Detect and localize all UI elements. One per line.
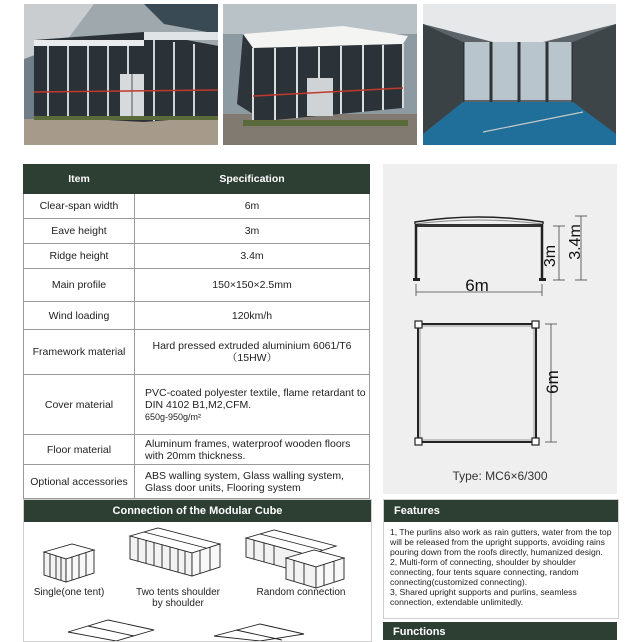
specification-table — [23, 164, 370, 499]
row-item: Cover material — [24, 375, 135, 435]
table-row — [24, 435, 370, 465]
features-title: Features — [384, 500, 618, 522]
ridge-height-label: 3.4m — [567, 224, 584, 260]
dimension-diagram — [383, 164, 617, 464]
row-spec: 6m — [135, 194, 370, 219]
row-item: Framework material — [24, 330, 135, 375]
connection-label-two-tents: Two tents shoulder by shoulder — [136, 587, 220, 609]
row-spec: ABS walling system, Glass walling system, Glass door units, Flooring system — [135, 465, 370, 499]
table-row — [24, 269, 370, 302]
photo-interior — [423, 4, 616, 145]
row-item: Main profile — [24, 269, 135, 302]
width-label: 6m — [465, 276, 489, 295]
row-spec: Hard pressed extruded aluminium 6061/T6（15HW） — [135, 330, 370, 375]
cover-weight-text: 650g-950g/m² — [145, 411, 202, 422]
table-row — [24, 219, 370, 244]
photo-exterior-angle — [223, 4, 417, 145]
row-item: Eave height — [24, 219, 135, 244]
photo-exterior-front — [24, 4, 218, 145]
table-row — [24, 375, 370, 435]
type-label: Type: MC6×6/300 — [452, 469, 548, 483]
connection-label-single: Single(one tent) — [33, 587, 105, 598]
row-spec: 3m — [135, 219, 370, 244]
feature-item: 3, Shared upright supports and purlins, seamless connection, extendable unlimitedly. — [390, 587, 577, 607]
row-spec — [135, 375, 370, 435]
feature-item: 2, Multi-form of connecting, shoulder by shoulder connecting, four tents square connecting, random connecting(customized connecting). — [390, 557, 579, 587]
functions-title: Functions — [383, 622, 617, 640]
dimension-diagram-panel — [383, 164, 617, 494]
functions-section — [383, 622, 617, 640]
features-section — [383, 499, 619, 619]
row-item: Ridge height — [24, 244, 135, 269]
connection-label-random: Random connection — [256, 587, 346, 598]
row-item: Optional accessories — [24, 465, 135, 499]
row-spec: 120km/h — [135, 302, 370, 330]
item-column-header: Item — [24, 165, 135, 194]
eave-height-label: 3m — [542, 244, 559, 268]
connection-section — [23, 499, 372, 642]
table-row — [24, 465, 370, 499]
row-spec: Aluminum frames, waterproof wooden floors with 20mm thickness. — [135, 435, 370, 465]
connection-illustrations — [24, 522, 371, 641]
table-row — [24, 244, 370, 269]
table-row — [24, 302, 370, 330]
row-spec: 150×150×2.5mm — [135, 269, 370, 302]
row-item: Wind loading — [24, 302, 135, 330]
table-row — [24, 194, 370, 219]
row-spec: 3.4m — [135, 244, 370, 269]
row-item: Clear-span width — [24, 194, 135, 219]
specification-column-header: Specification — [135, 165, 370, 194]
table-row — [24, 330, 370, 375]
row-item: Floor material — [24, 435, 135, 465]
feature-item: 1, The purlins also work as rain gutters, water from the top will be released from the upright supports, avoiding rains pouring down from the roofs directly, humanized design. — [390, 527, 612, 557]
cover-material-text: PVC-coated polyester textile, flame retardant to DIN 4102 B1,M2,CFM. — [145, 386, 366, 411]
features-list — [384, 522, 618, 607]
depth-label: 6m — [543, 370, 562, 394]
connection-title: Connection of the Modular Cube — [24, 500, 371, 522]
